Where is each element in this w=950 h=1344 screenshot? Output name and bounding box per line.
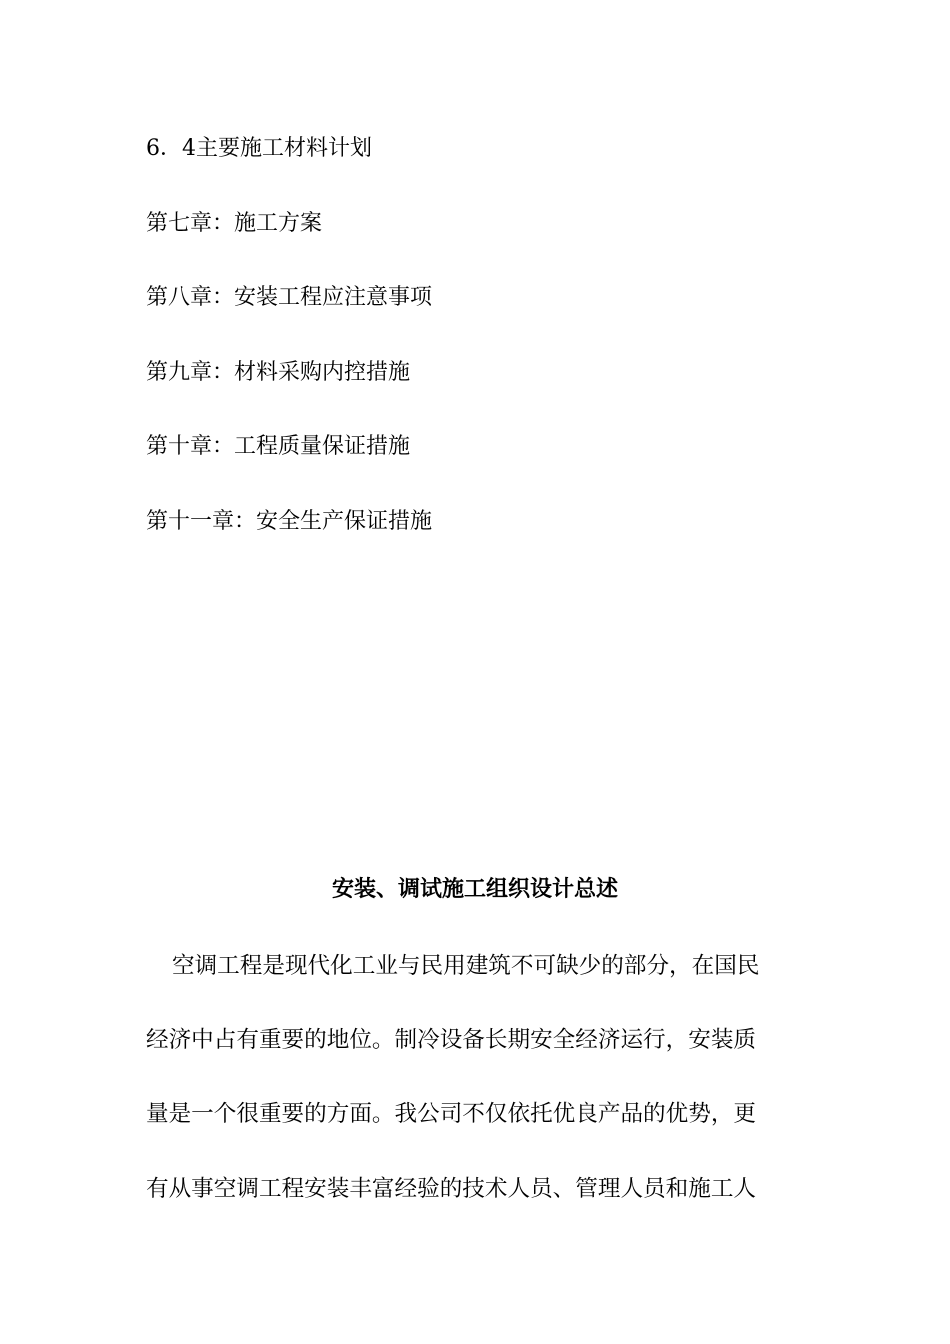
paragraph-line: 空调工程是现代化工业与民用建筑不可缺少的部分，在国民 bbox=[172, 953, 760, 979]
toc-item-chapter-9: 第九章：材料采购内控措施 bbox=[146, 359, 411, 385]
table-of-contents bbox=[146, 134, 846, 582]
paragraph-line: 经济中占有重要的地位。制冷设备长期安全经济运行，安装质 bbox=[146, 1027, 757, 1054]
toc-item-chapter-7: 第七章：施工方案 bbox=[146, 210, 323, 236]
paragraph-line: 量是一个很重要的方面。我公司不仅依托优良产品的优势，更 bbox=[146, 1101, 757, 1128]
toc-item-chapter-8: 第八章：安装工程应注意事项 bbox=[146, 285, 433, 311]
section-title: 安装、调试施工组织设计总述 bbox=[331, 876, 618, 902]
paragraph-line: 有从事空调工程安装丰富经验的技术人员、管理人员和施工人 bbox=[146, 1175, 757, 1202]
toc-item-chapter-10: 第十章：工程质量保证措施 bbox=[146, 434, 411, 460]
body-paragraph bbox=[146, 944, 806, 1241]
toc-item-materials-plan: 6．4主要施工材料计划 bbox=[146, 136, 372, 161]
toc-item-chapter-11: 第十一章：安全生产保证措施 bbox=[146, 508, 433, 534]
